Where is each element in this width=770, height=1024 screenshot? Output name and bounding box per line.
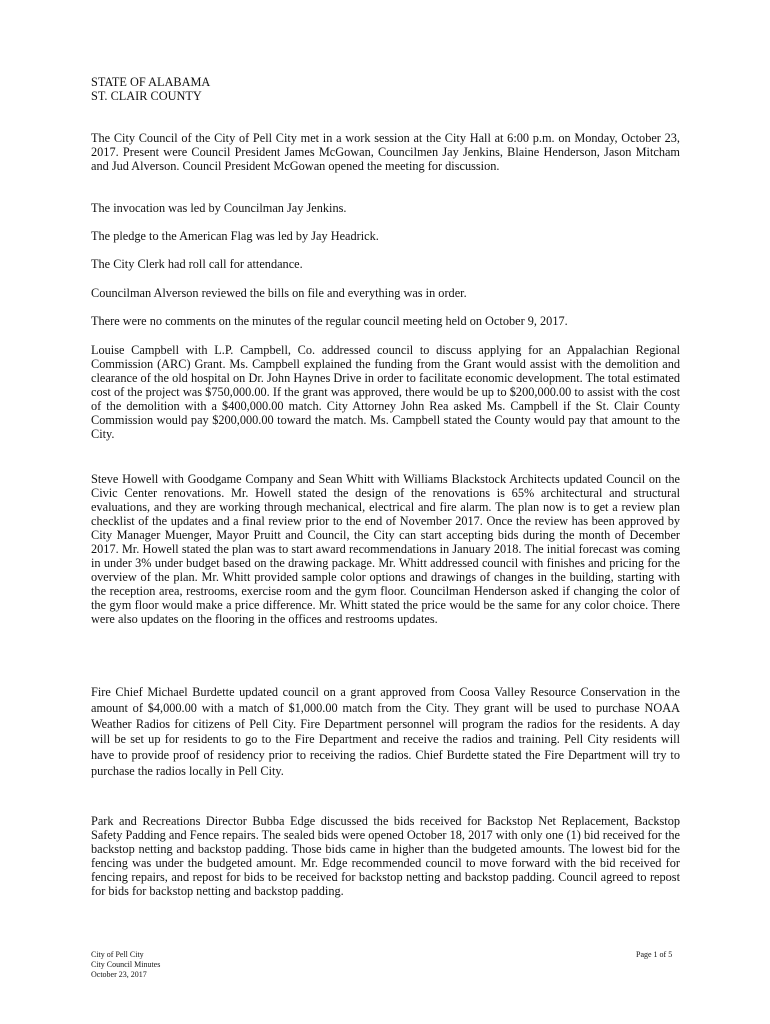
roll-call-paragraph: The City Clerk had roll call for attendance. xyxy=(91,257,303,271)
footer-document-title: City Council Minutes xyxy=(91,960,161,969)
footer-document-info xyxy=(91,950,160,980)
fire-grant-paragraph: Fire Chief Michael Burdette updated council on a grant approved from Coosa Valley Resource Conservation in the amount of $4,000.00 with a match of $1,000.00 match from the City. They grant will be used to purchase NOAA Weather Radios for citizens of Pell City. Fire Department personnel will program the radios for the residents. A day will be set up for residents to go to the Fire Department and receive the radios and training. Pell City residents will have to provide proof of residency prior to receiving the radios. Chief Burdette stated the Fire Department will try to purchase the radios locally in Pell City. xyxy=(91,685,680,778)
state-heading: STATE OF ALABAMA xyxy=(91,75,211,89)
parks-bids-paragraph: Park and Recreations Director Bubba Edge discussed the bids received for Backstop Net Replacement, Backstop Safety Padding and Fence repairs. The sealed bids were opened October 18, 2017 with only one (1) bid received for the backstop netting and backstop padding. Those bids came in higher than the budgeted amounts. The lowest bid for the fencing was under the budgeted amount. Mr. Edge recommended council to move forward with the bid received for fencing repairs, and repost for bids to be received for backstop netting and backstop padding. Council agreed to repost for bids for backstop netting and backstop padding. xyxy=(91,814,680,898)
minutes-paragraph: There were no comments on the minutes of the regular council meeting held on October 9, 2017. xyxy=(91,314,568,328)
opening-paragraph: The City Council of the City of Pell City met in a work session at the City Hall at 6:00 p.m. on Monday, October 23, 2017. Present were Council President James McGowan, Councilmen Jay Jenkins, Blaine Henderson, Jason Mitcham and Jud Alverson. Council President McGowan opened the meeting for discussion. xyxy=(91,131,680,173)
civic-center-paragraph: Steve Howell with Goodgame Company and Sean Whitt with Williams Blackstock Architects updated Council on the Civic Center renovations. Mr. Howell stated the design of the renovations is 65% architectural and structural evaluations, and they are working through mechanical, electrical and fire alarm. The plan now is to get a review plan checklist of the updates and a final review prior to the end of November 2017. Once the review has been approved by City Manager Muenger, Mayor Pruitt and Council, the City can start accepting bids during the month of December 2017. Mr. Howell stated the plan was to start award recommendations in January 2018. The initial forecast was coming in under 3% under budget based on the drawing package. Mr. Whitt addressed council with finishes and pricing for the overview of the plan. Mr. Whitt provided sample color options and drawings of changes in the building, starting with the reception area, restrooms, exercise room and the gym floor. Councilman Henderson asked if changing the color of the gym floor would make a price difference. Mr. Whitt stated the price would be the same for any color choice. There were also updates on the flooring in the offices and restrooms updates. xyxy=(91,472,680,626)
county-heading: ST. CLAIR COUNTY xyxy=(91,89,202,103)
arc-grant-paragraph: Louise Campbell with L.P. Campbell, Co. addressed council to discuss applying for an Appalachian Regional Commission (ARC) Grant. Ms. Campbell explained the funding from the Grant would assist with the demolition and clearance of the old hospital on Dr. John Haynes Drive in order to facilitate economic development. The total estimated cost of the project was $750,000.00. If the grant was approved, there would be up to $200,000.00 to assist with the cost of the demolition with a $400,000.00 match. City Attorney John Rea asked Ms. Campbell if the St. Clair County Commission would pay $200,000.00 toward the match. Ms. Campbell stated the County would pay that amount to the City. xyxy=(91,343,680,441)
footer-date: October 23, 2017 xyxy=(91,970,147,979)
bills-paragraph: Councilman Alverson reviewed the bills on file and everything was in order. xyxy=(91,286,467,300)
invocation-paragraph: The invocation was led by Councilman Jay Jenkins. xyxy=(91,201,347,215)
pledge-paragraph: The pledge to the American Flag was led by Jay Headrick. xyxy=(91,229,379,243)
footer-city: City of Pell City xyxy=(91,950,144,959)
page-number: Page 1 of 5 xyxy=(636,950,673,959)
